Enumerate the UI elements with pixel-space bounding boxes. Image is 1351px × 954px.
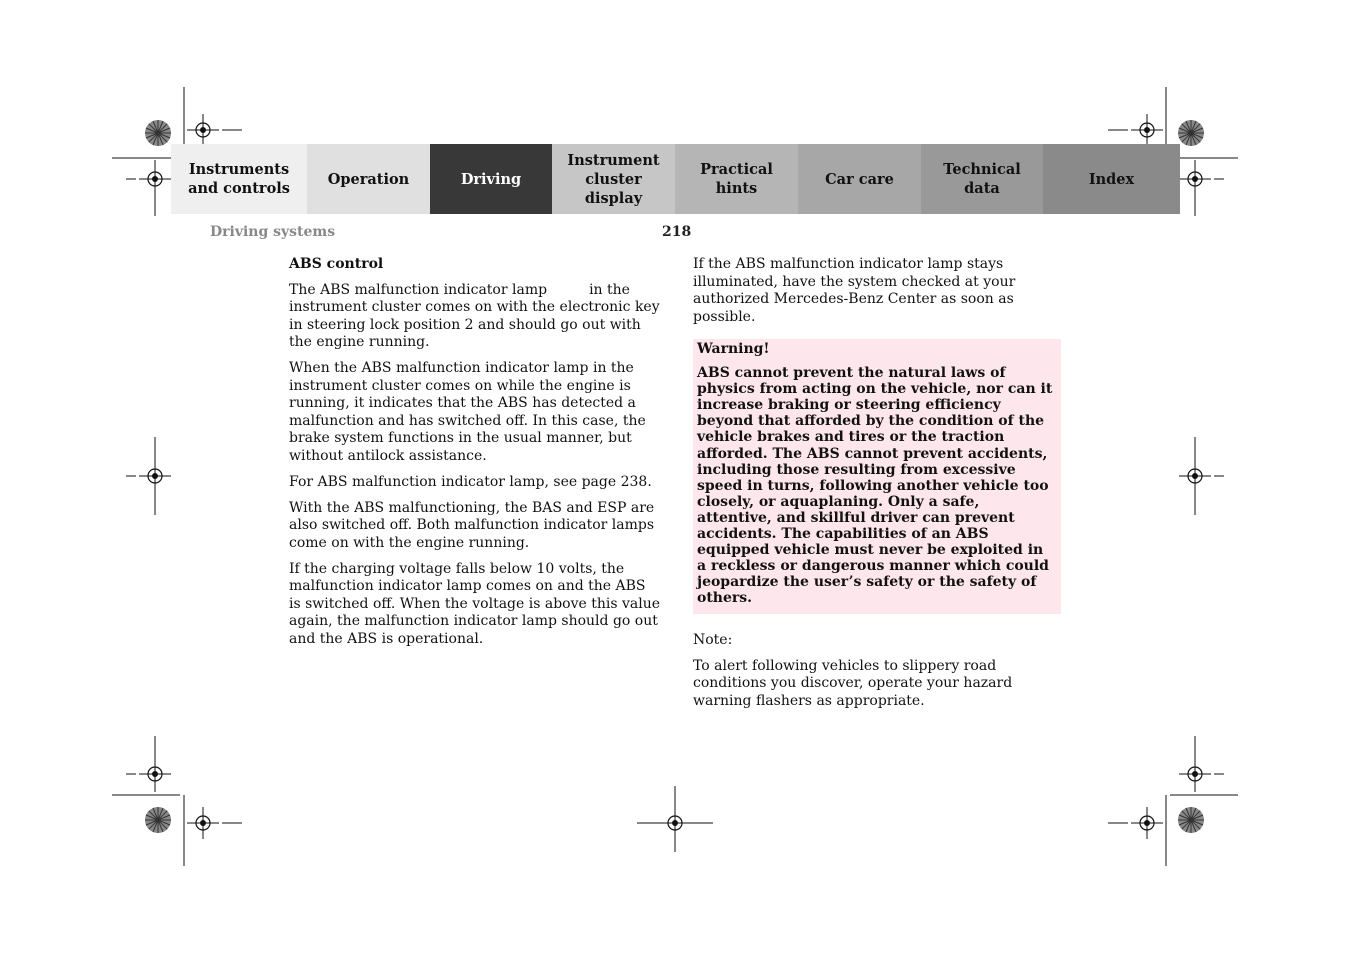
tab-label: Technical data — [943, 161, 1021, 197]
tab-technical-data[interactable] — [921, 144, 1043, 214]
note-label: Note: — [693, 631, 733, 648]
tab-label: Operation — [327, 170, 410, 188]
tab-practical-hints[interactable] — [675, 144, 798, 214]
paragraph-text: in the instrument cluster comes on with the electronic key in steering lock position 2 and should go out with the engine running. — [289, 281, 660, 350]
breadcrumb: Driving systems — [210, 224, 336, 240]
tab-label: Index — [1088, 170, 1135, 188]
tab-operation[interactable] — [307, 144, 430, 214]
tab-label: Instruments and controls — [188, 161, 290, 197]
right-column — [693, 256, 1065, 719]
section-heading: ABS control — [289, 256, 384, 272]
paragraph: If the charging voltage falls below 10 volts, the malfunction indicator lamp comes on and the ABS is switched off. When the voltage is above this value again, the malfunction indicator lamp should go out and the ABS is operational. — [289, 560, 661, 647]
tab-instrument-cluster-display[interactable] — [552, 144, 675, 214]
tab-instruments-and-controls[interactable] — [171, 144, 307, 214]
tab-label: Car care — [825, 170, 894, 188]
paragraph: For ABS malfunction indicator lamp, see page 238. — [289, 473, 652, 490]
warning-box — [693, 339, 1061, 614]
tab-index[interactable] — [1043, 144, 1180, 214]
paragraph: With the ABS malfunctioning, the BAS and ESP are also switched off. Both malfunction indicator lamps come on with the engine running. — [289, 499, 655, 551]
paragraph — [289, 282, 661, 352]
paragraph: When the ABS malfunction indicator lamp in the instrument cluster comes on while the engine is running, it indicates that the ABS has detected a malfunction and has switched off. In this case, the brake system functions in the usual manner, but without antilock assistance. — [289, 360, 646, 464]
section-tab-bar — [171, 144, 1180, 214]
tab-label: Instrument cluster display — [567, 151, 660, 207]
warning-text: ABS cannot prevent the natural laws of physics from acting on the vehicle, nor can it increase braking or steering efficiency beyond that afforded by the condition of the vehicle brakes and tires or the traction afforded. The ABS cannot prevent accidents, including those resulting from excessive speed in turns, following another vehicle too closely, or aquaplaning. Only a safe, attentive, and skillful driver can prevent accidents. The capabilities of an ABS equipped vehicle must never be exploited in a reckless or dangerous manner which could jeopardize the user’s safety or the safety of others. — [697, 365, 1053, 607]
tab-car-care[interactable] — [798, 144, 921, 214]
tab-driving[interactable] — [430, 144, 552, 214]
tab-label: Practical hints — [700, 161, 773, 197]
left-column — [289, 256, 661, 657]
tab-label: Driving — [460, 170, 522, 188]
warning-title: Warning! — [697, 341, 770, 357]
paragraph-text: The ABS malfunction indicator lamp — [289, 281, 548, 298]
page-number: 218 — [662, 224, 692, 240]
paragraph: If the ABS malfunction indicator lamp stays illuminated, have the system checked at your authorized Mercedes-Benz Center as soon as possible. — [693, 256, 1016, 325]
note-text: To alert following vehicles to slippery road conditions you discover, operate your hazard warning flashers as appropriate. — [693, 657, 1013, 709]
